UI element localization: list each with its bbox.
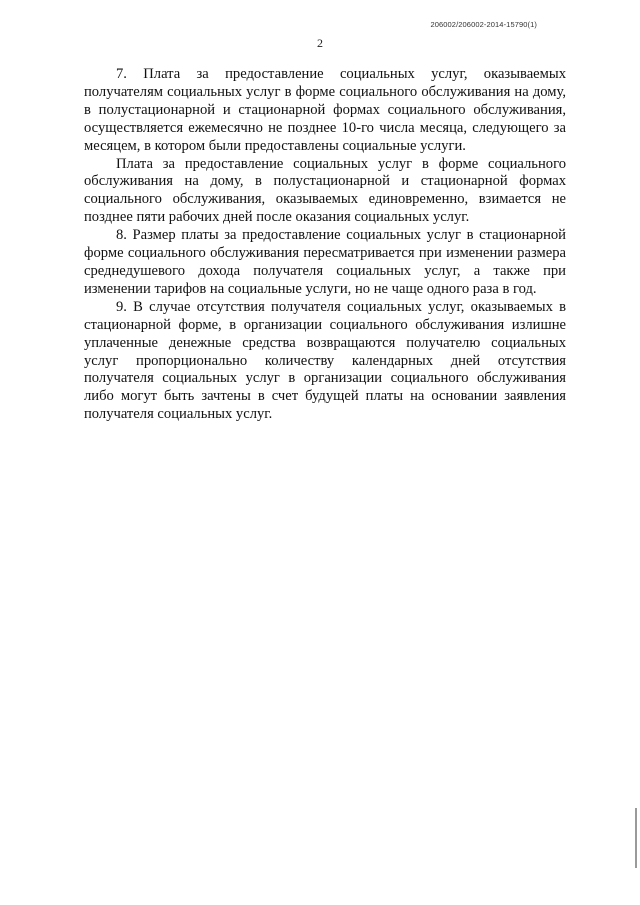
paragraph-item-8: 8. Размер платы за предоставление социальных услуг в стационарной форме социального обслуживания пересматривается при изменении размера среднедушевого дохода получателя социальных услуг, а также при изменении тарифов на социальные услуги, но не чаще одного раза в год. [84, 227, 566, 297]
document-body [84, 66, 566, 424]
page-number: 2 [317, 36, 323, 50]
document-code: 206002/206002-2014-15790(1) [430, 20, 537, 29]
paragraph-item-9: 9. В случае отсутствия получателя социальных услуг, оказываемых в стационарной форме, в организации социального обслуживания излишне уплаченные денежные средства возвращаются получателю социальных услуг пропорционально количеству календарных дней отсутствия получателя социальных услуг в организации социального обслуживания либо могут быть зачтены в счет будущей платы на основании заявления получателя социальных услуг. [84, 298, 566, 423]
paragraph-item-7: 7. Плата за предоставление социальных услуг, оказываемых получателям социальных услуг в форме социального обслуживания на дому, в полустационарной и стационарной формах социального обслуживания, осуществляется ежемесячно не позднее 10-го числа месяца, следующего за месяцем, в котором были предоставлены социальные услуги. [84, 66, 566, 154]
paragraph-item-7-continued: Плата за предоставление социальных услуг в форме социального обслуживания на дому, в полустационарной и стационарной формах социального обслуживания, оказываемых единовременно, взимается не позднее пяти рабочих дней после оказания социальных услуг. [84, 155, 566, 226]
scan-edge-mark [635, 808, 637, 868]
